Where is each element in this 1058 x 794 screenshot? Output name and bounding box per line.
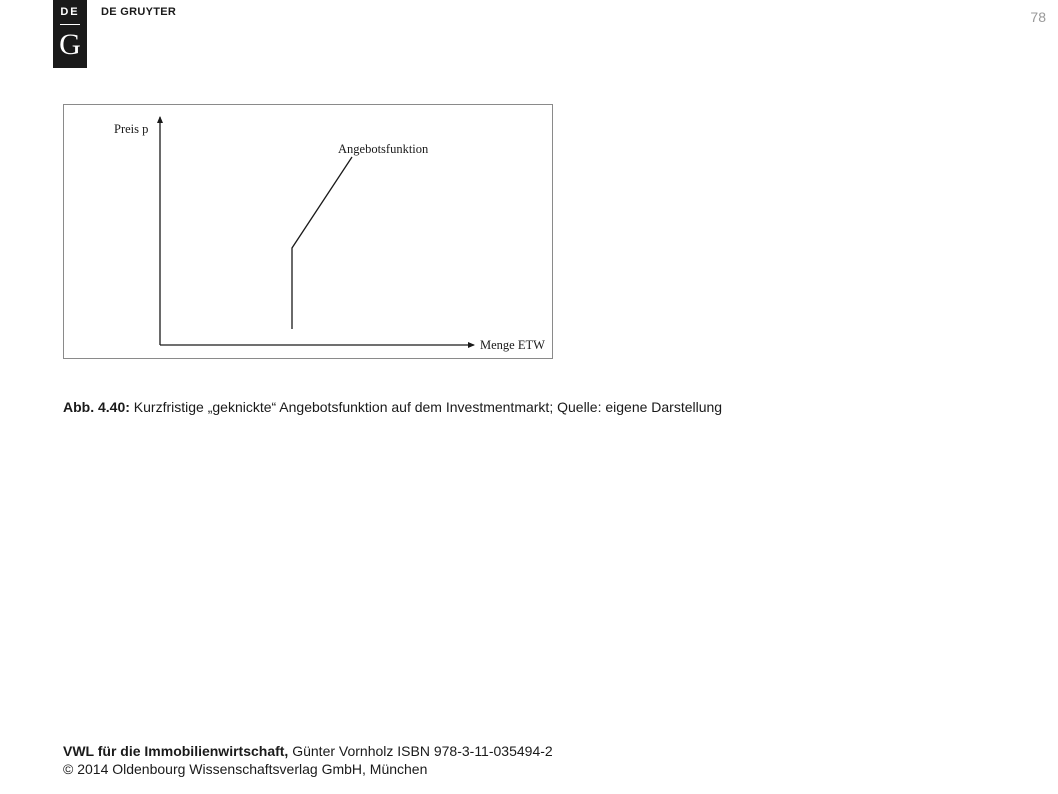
citation-footer xyxy=(63,742,553,778)
publisher-logo xyxy=(53,0,87,68)
y-axis-label: Preis p xyxy=(114,122,149,136)
supply-curve xyxy=(292,157,352,329)
page-number: 78 xyxy=(1030,9,1046,25)
supply-function-diagram xyxy=(64,105,554,360)
caption-label: Abb. 4.40: xyxy=(63,399,130,415)
caption-text: Kurzfristige „geknickte“ Angebotsfunktion auf dem Investmentmarkt; Quelle: eigene Darstellung xyxy=(133,399,723,415)
citation-line-1 xyxy=(63,742,553,760)
figure-caption xyxy=(63,399,722,415)
x-axis-label: Menge ETW xyxy=(480,338,545,352)
book-title: VWL für die Immobilienwirtschaft, xyxy=(63,743,289,759)
supply-function-figure xyxy=(63,104,553,359)
logo-g-letter: G xyxy=(59,28,81,61)
copyright-line: © 2014 Oldenbourg Wissenschaftsverlag GmbH, München xyxy=(63,761,428,777)
logo-de-text: DE xyxy=(60,6,80,18)
publisher-name: DE GRUYTER xyxy=(101,6,177,18)
logo-divider xyxy=(60,24,80,25)
curve-label: Angebotsfunktion xyxy=(338,142,429,156)
author-isbn: Günter Vornholz ISBN 978-3-11-035494-2 xyxy=(292,743,553,759)
